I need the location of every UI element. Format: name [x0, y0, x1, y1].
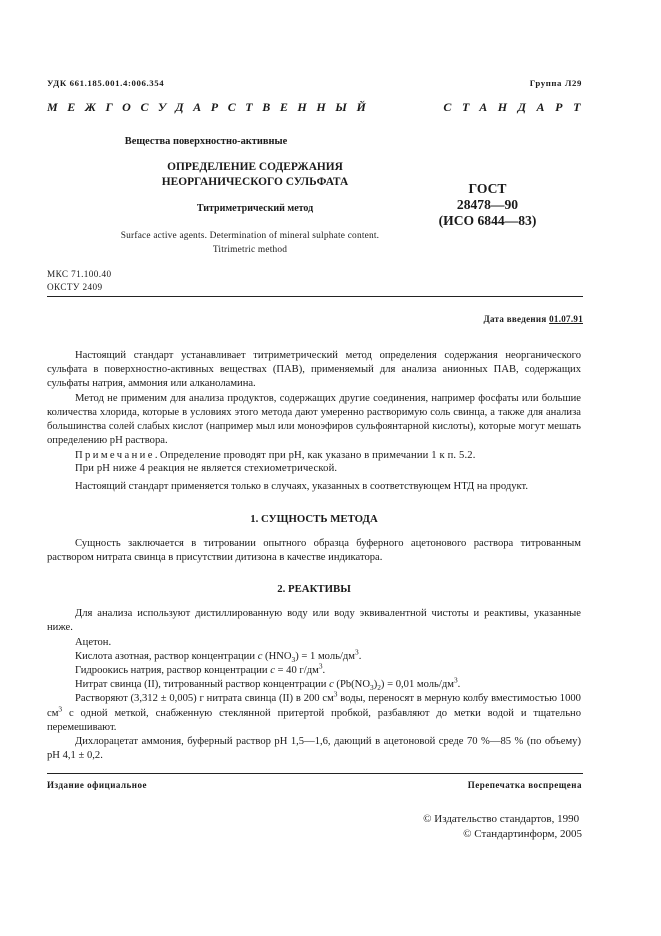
okstu-code: ОКСТУ 2409: [47, 281, 103, 292]
official-edition: Издание официальное: [47, 780, 147, 790]
mks-code: МКС 71.100.40: [47, 269, 112, 279]
banner-interstate: МЕЖГОСУДАРСТВЕННЫЙ: [47, 100, 376, 114]
copyright-1990: © Издательство стандартов, 1990: [423, 813, 580, 825]
reagent-sodium-hydroxide: Гидроокись натрия, раствор концентрации c = 40 $г/дм^3$.: [75, 661, 326, 677]
section-2-heading: 2. РЕАКТИВЫ: [277, 583, 351, 596]
copyright-block: [423, 812, 582, 842]
reagent-nitric-acid: Кислота азотная, раствор концентрации c $(HNO_3) = 1$ моль/$дм^3$.: [75, 647, 362, 664]
reprint-prohibited: Перепечатка воспрещена: [467, 780, 582, 790]
banner-standard: СТАНДАРТ: [443, 100, 591, 114]
note: Примечание.Определение проводят при pH, как указано в примечании 1 к п. 5.2. При pH ниже 4 реакция не является стехиометрической.: [75, 450, 476, 475]
footer-rule: [47, 773, 583, 774]
classification-codes: [47, 268, 111, 293]
reagents-intro: Для анализа используют дистиллированную воду или воду эквивалентной чистоты и реактивы, указанные ниже.: [47, 608, 581, 634]
effective-date: Дата введения 01.07.91: [483, 314, 583, 324]
subject-line: Вещества поверхностно-активные: [124, 136, 288, 147]
section-1-text: Сущность заключается в титровании опытного образца буферного ацетонового раствора титрованным раствором нитрата свинца в присутствии дитизона в качестве индикатора.: [47, 537, 581, 564]
top-rule: [47, 296, 583, 297]
gost-designation: ГОСТ 28478—90 (ИСО 6844—83): [438, 181, 537, 229]
english-title: Surface active agents. Determination of mineral sulphate content. Titrimetric method: [120, 231, 380, 255]
lead-nitrate-preparation: Растворяют (3,312 ± 0,005) г нитрата свинца (II) в 200 $см^3$ воды, переносят в мерную колбу вместимостью 1000 $см^3$ с одной меткой, снабженную стеклянной притертой пробкой, разбавляют до метки водой и тщательно перемешивают.: [47, 689, 581, 733]
reagent-acetone: Ацетон.: [75, 636, 112, 648]
group-code: Группа Л29: [529, 78, 582, 88]
document-title: ОПРЕДЕЛЕНИЕ СОДЕРЖАНИЯ НЕОРГАНИЧЕСКОГО СУЛЬФАТА: [161, 161, 349, 188]
intro-paragraph-2: Метод не применим для анализа продуктов, содержащих другие соединения, например фосфаты или большие количества хлорида, которые в условиях этого метода дают умеренно растворимую соль свинца, а также для анализа большинства солей слабых кислот (например мыл или моноэфиров сульфоянтарной кислоты), которые могут мешать определению pH раствора.: [47, 392, 581, 447]
method-line: Титриметрический метод: [196, 203, 314, 214]
intro-paragraph-1: Настоящий стандарт устанавливает титриметрический метод определения содержания неорганического сульфата в поверхностно-активных веществах (ПАВ), применяемый для анализа анионных ПАВ, содержащих сульфаты натрия, аммония или алканоламина.: [47, 350, 581, 390]
reagent-buffer: Дихлорацетат аммония, буферный раствор pH 1,5—1,6, дающий в ацетоновой среде 70 %—85 % (по объему) pH 4,1 ± 0,2.: [47, 736, 581, 762]
section-1-heading: 1. СУЩНОСТЬ МЕТОДА: [250, 512, 378, 525]
intro-paragraph-3: Настоящий стандарт применяется только в случаях, указанных в соответствующем НТД на продукт.: [75, 480, 529, 492]
udk-code: УДК 661.185.001.4:006.354: [47, 78, 165, 88]
copyright-2005: © Стандартинформ, 2005: [463, 828, 582, 840]
reagent-lead-nitrate: Нитрат свинца (II), титрованный раствор концентрации c $(Pb(NO_3)_2) = 0,01$ моль/$дм^3$.: [75, 675, 461, 693]
document-body: [47, 349, 581, 763]
